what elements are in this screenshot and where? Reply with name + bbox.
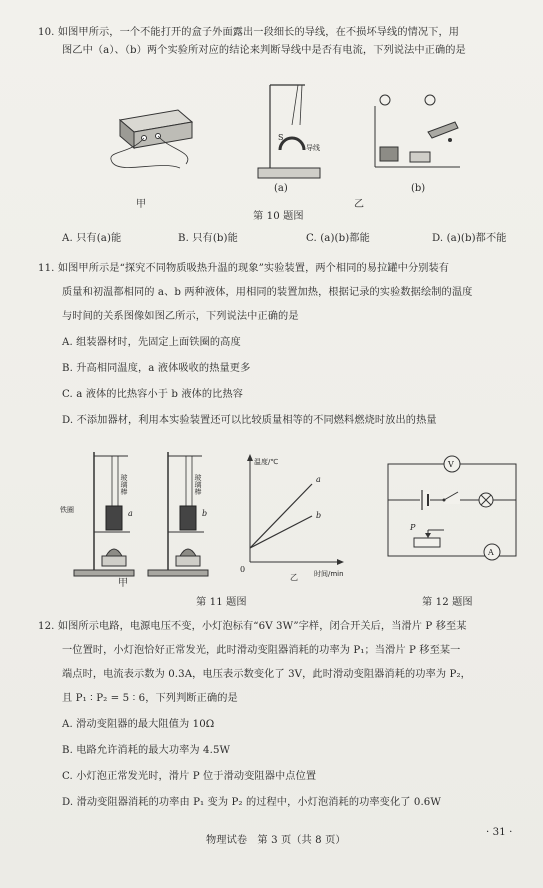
q12-stem-line2: 一位置时，小灯泡恰好正常发光，此时滑动变阻器消耗的功率为 P₁；当滑片 P 移至某一 (62, 645, 461, 656)
q12-stem-line4: 且 P₁ ∶ P₂ = 5 ∶ 6，下列判断正确的是 (62, 693, 238, 704)
q12-voltmeter-label: V (448, 460, 454, 469)
q11-graph-label-a: a (316, 475, 321, 484)
q10-label-a: (a) (274, 183, 288, 194)
q10-option-b: B. 只有(b)能 (178, 233, 238, 244)
q10-figure-jia-box (100, 100, 210, 180)
q12-option-b: B. 电路允许消耗的最大功率为 4.5W (62, 745, 231, 756)
q10-figure-a-apparatus (250, 80, 330, 185)
q11-option-b: B. 升高相同温度，a 液体吸收的热量更多 (62, 363, 251, 374)
q11-graph-xlabel: 时间/min (314, 570, 344, 578)
footer-page-info: 物理试卷 第 3 页（共 8 页） (206, 835, 346, 846)
q11-graph-label-b: b (316, 511, 322, 520)
q11-option-d: D. 不添加器材，利用本实验装置还可以比较质量相等的不同燃料燃烧时放出的热量 (62, 415, 437, 426)
q10-figure-b-apparatus (370, 92, 465, 177)
q11-label-liquid-b: b (202, 509, 208, 518)
q12-caption: 第 12 题图 (422, 597, 473, 608)
q11-label-iron-ring: 铁圈 (60, 506, 74, 514)
q11-graph (236, 452, 346, 582)
q11-label-jia: 甲 (118, 578, 128, 589)
q11-figure-jia-apparatus (60, 448, 228, 583)
q12-slider-label: P (410, 523, 416, 532)
q10-label-jia: 甲 (136, 199, 146, 210)
q12-circuit (384, 456, 524, 568)
q11-stem-line2: 质量和初温都相同的 a、b 两种液体，用相同的装置加热，根据记录的实验数据绘制的温度 (62, 287, 473, 298)
q12-option-d: D. 滑动变阻器消耗的功率由 P₁ 变为 P₂ 的过程中，小灯泡消耗的功率变化了 0.6W (62, 797, 441, 808)
q11-graph-ylabel: 温度/℃ (254, 458, 279, 466)
q11-label-glass-rod-1: 玻璃棒 (120, 474, 128, 495)
q12-option-c: C. 小灯泡正常发光时，滑片 P 位于滑动变阻器中点位置 (62, 771, 317, 782)
q12-stem-line1: 12. 如图所示电路，电源电压不变，小灯泡标有“6V 3W”字样，闭合开关后，当滑片 P 移至某 (38, 621, 467, 632)
q10-label-s: S (278, 133, 284, 142)
q11-graph-line-a (250, 484, 312, 548)
q10-label-wire: 导线 (306, 144, 320, 152)
q10-stem-line2: 图乙中（a）、（b）两个实验所对应的结论来判断导线中是否有电流，下列说法中正确的是 (62, 45, 466, 56)
q11-graph-label-yi: 乙 (290, 573, 298, 582)
q10-option-c: C. (a)(b)都能 (306, 233, 370, 244)
q11-graph-line-b (250, 516, 312, 548)
q11-label-liquid-a: a (128, 509, 133, 518)
q12-option-a: A. 滑动变阻器的最大阻值为 10Ω (62, 719, 215, 730)
q11-stem-line1: 11. 如图甲所示是“探究不同物质吸热升温的现象”实验装置，两个相同的易拉罐中分别装有 (38, 263, 450, 274)
q11-option-c: C. a 液体的比热容小于 b 液体的比热容 (62, 389, 244, 400)
q11-label-glass-rod-2: 玻璃棒 (194, 474, 202, 495)
q10-option-a: A. 只有(a)能 (62, 233, 122, 244)
q10-label-b: (b) (411, 183, 426, 194)
q10-option-d: D. (a)(b)都不能 (432, 233, 507, 244)
q11-option-a: A. 组装器材时，先固定上面铁圈的高度 (62, 337, 241, 348)
q12-stem-line3: 端点时，电流表示数为 0.3A，电压表示数变化了 3V，此时滑动变阻器消耗的功率为 P₂， (62, 669, 471, 680)
q12-ammeter-label: A (488, 548, 494, 557)
footer-page-number: · 31 · (486, 827, 513, 838)
q10-stem-line1: 10. 如图甲所示，一个不能打开的盒子外面露出一段细长的导线，在不损坏导线的情况下，用 (38, 27, 460, 38)
q10-label-yi: 乙 (354, 199, 364, 210)
q11-graph-origin: 0 (240, 565, 246, 574)
q11-caption: 第 11 题图 (196, 597, 247, 608)
q10-caption: 第 10 题图 (253, 211, 304, 222)
q11-stem-line3: 与时间的关系图像如图乙所示，下列说法中正确的是 (62, 311, 299, 322)
